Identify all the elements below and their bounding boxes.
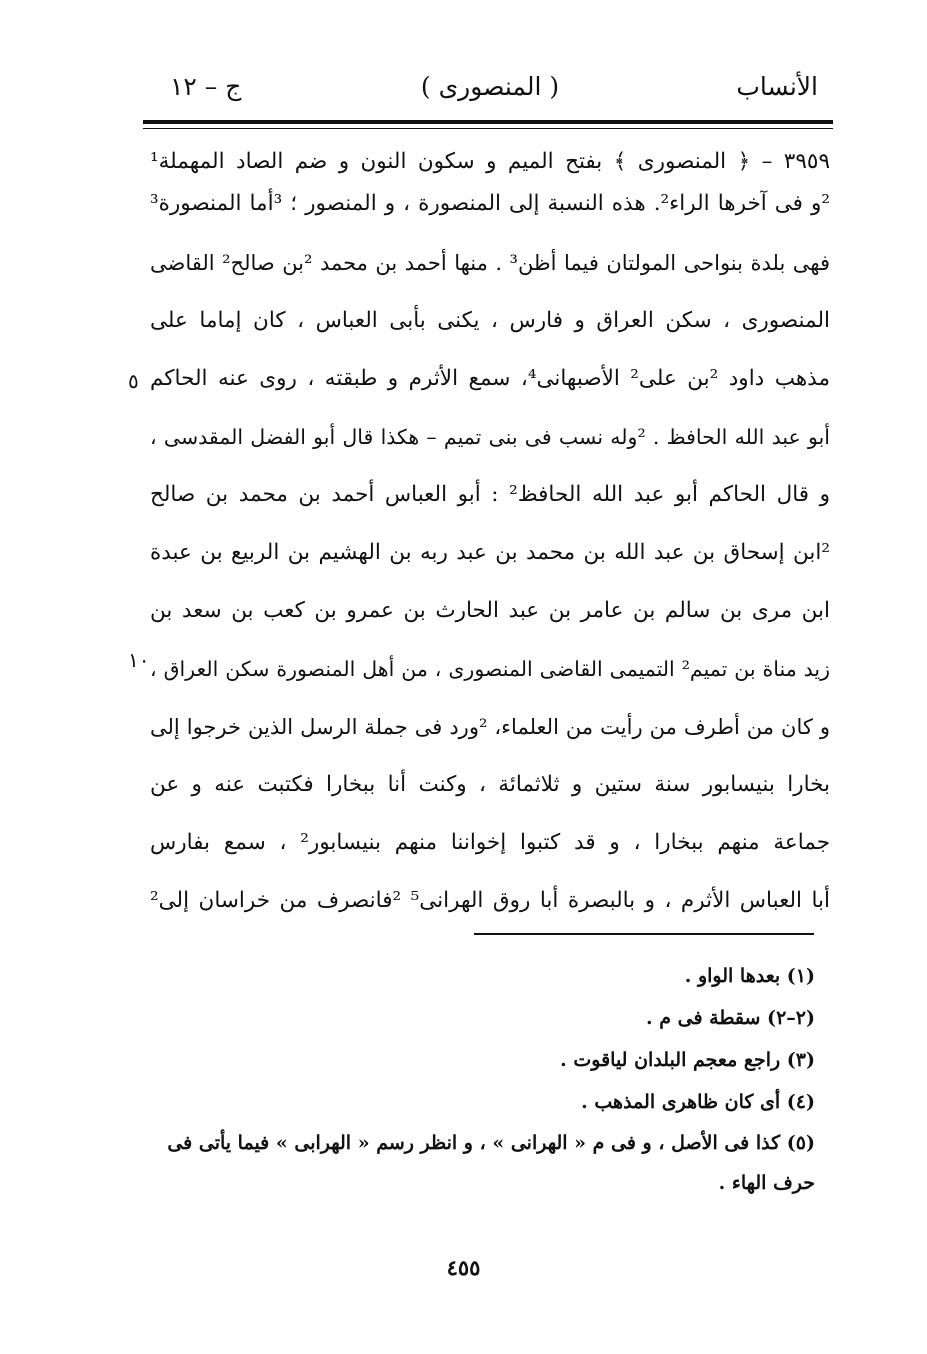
text-line: مذهب داود ²بن على² الأصبهانى⁴، سمع الأثرم و طبقته ، روى عنه الحاكم bbox=[150, 366, 830, 391]
running-header bbox=[150, 70, 830, 110]
footnote-separator bbox=[474, 933, 814, 935]
footnote: (٣) راجع معجم البلدان لياقوت . bbox=[560, 1049, 815, 1071]
footnotes bbox=[150, 955, 815, 1203]
text-line: جماعة منهم ببخارا ، و قد كتبوا إخواننا منهم بنيسابور² ، سمع بفارس bbox=[150, 830, 830, 855]
text-line: ٣٩٥٩ – ﴿ المنصورى ﴾ بفتح الميم و سكون النون و ضم الصاد المهملة¹ bbox=[150, 149, 830, 174]
entry-title: ( المنصورى ) bbox=[420, 72, 560, 101]
volume-number: ج – ١٢ bbox=[170, 72, 242, 101]
text-line: المنصورى ، سكن العراق و فارس ، يكنى بأبى العباس ، كان إماما على bbox=[150, 308, 830, 333]
footnote: (٤) أى كان ظاهرى المذهب . bbox=[581, 1091, 815, 1113]
text-line: فهى بلدة بنواحى المولتان فيما أظن³ . منها أحمد بن محمد ²بن صالح² القاضى bbox=[150, 251, 830, 275]
header-rule-thick bbox=[143, 120, 833, 124]
book-title: الأنساب bbox=[736, 72, 818, 101]
text-line: و قال الحاكم أبو عبد الله الحافظ² : أبو العباس أحمد بن محمد بن صالح bbox=[150, 482, 830, 507]
text-line: ابن مرى بن سالم بن عامر بن عبد الحارث بن عمرو بن كعب بن سعد بن bbox=[150, 598, 830, 623]
footnote: (٥) كذا فى الأصل ، و فى م « الهرانى » ، و انظر رسم « الهرابى » فيما يأتى فى حرف الهاء . bbox=[167, 1132, 815, 1194]
header-rule-thin bbox=[143, 128, 833, 129]
margin-line-number: ١٠ bbox=[128, 648, 150, 672]
text-line: بخارا بنيسابور سنة ستين و ثلاثمائة ، وكنت أنا ببخارا فكتبت عنه و عن bbox=[150, 772, 830, 797]
footnote: (٢–٢) سقطة فى م . bbox=[646, 1007, 815, 1029]
text-line: أبو عبد الله الحافظ . ²وله نسب فى بنى تميم – هكذا قال أبو الفضل المقدسى ، bbox=[150, 425, 830, 449]
text-line: ²ابن إسحاق بن عبد الله بن محمد بن عبد ربه بن الهشيم بن الربيع بن عبدة bbox=[150, 540, 830, 565]
text-line: و كان من أطرف من رأيت من العلماء، ²ورد فى جملة الرسل الذين خرجوا إلى bbox=[150, 715, 830, 739]
main-text bbox=[150, 140, 830, 930]
margin-line-number: ٥ bbox=[128, 369, 139, 393]
text-line: أبا العباس الأثرم ، و بالبصرة أبا روق الهرانى⁵ ²فانصرف من خراسان إلى² bbox=[150, 888, 830, 913]
text-line: ²و فى آخرها الراء². هذه النسبة إلى المنصورة ، و المنصور ؛ ³أما المنصورة³ bbox=[150, 191, 830, 216]
text-line: زيد مناة بن تميم² التميمى القاضى المنصورى ، من أهل المنصورة سكن العراق ، bbox=[150, 657, 830, 681]
page-number: ٤٥٥ bbox=[446, 1255, 481, 1280]
footnote: (١) بعدها الواو . bbox=[684, 965, 815, 987]
